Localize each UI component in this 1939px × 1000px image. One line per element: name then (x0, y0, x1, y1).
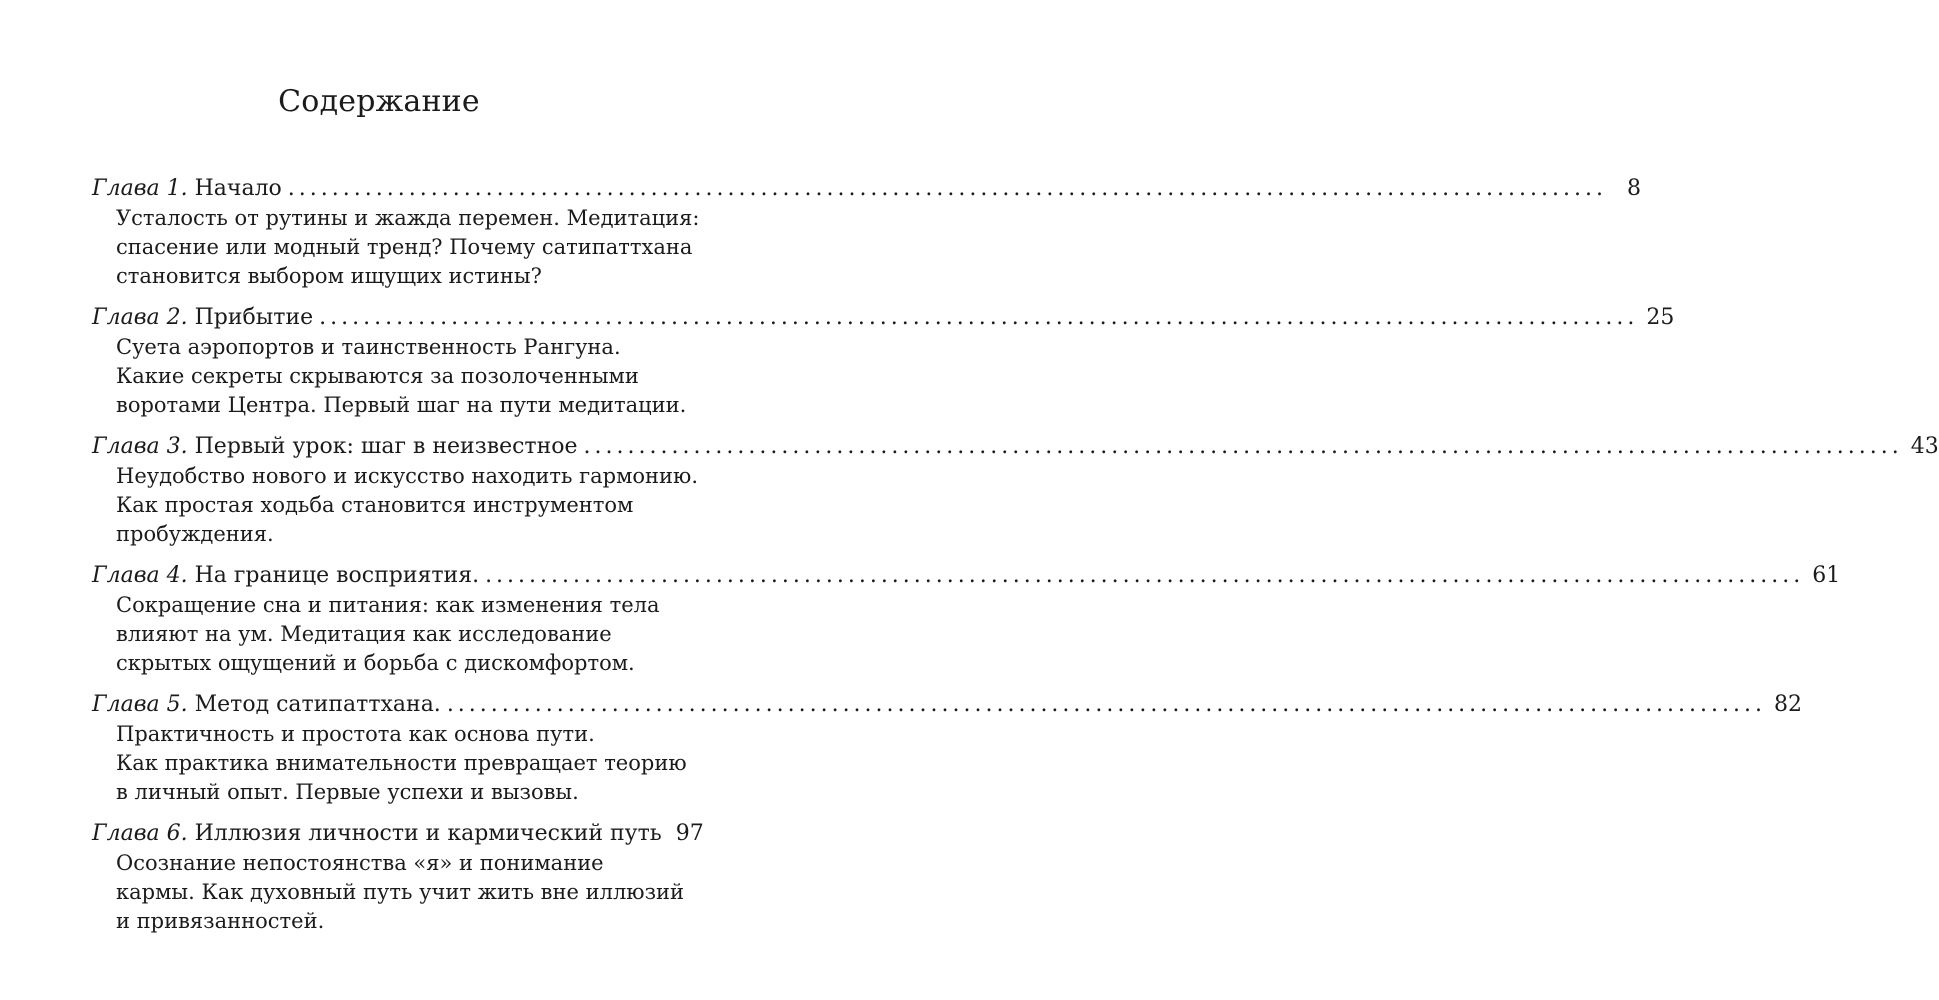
toc-entry-heading (92, 561, 1841, 591)
dot-leader: ........................................................................................................................ (583, 434, 1903, 459)
page-number: 25 (1646, 305, 1675, 330)
page-number: 43 (1910, 434, 1939, 459)
description-line: кармы. Как духовный путь учит жить вне иллюзий (116, 880, 685, 904)
description-line: воротами Центра. Первый шаг на пути медитации. (116, 393, 687, 417)
toc-entry-5 (92, 690, 1802, 807)
chapter-label: Глава 6. (92, 821, 188, 846)
description-line: Как практика внимательности превращает теорию (116, 751, 687, 775)
chapter-description (116, 849, 685, 936)
dot-leader: ........................................................................................................................ (287, 176, 1607, 201)
chapter-title: Иллюзия личности и кармический путь (194, 821, 662, 846)
description-line: Какие секреты скрываются за позолоченными (116, 364, 639, 388)
chapter-title: На границе восприятия. (194, 563, 480, 588)
toc-entry-heading (92, 174, 1641, 204)
chapter-title: Метод сатипаттхана. (194, 692, 441, 717)
description-line: становится выбором ищущих истины? (116, 264, 542, 288)
chapter-label: Глава 5. (92, 692, 188, 717)
chapter-label: Глава 2. (92, 305, 188, 330)
description-line: Как простая ходьба становится инструментом (116, 493, 634, 517)
dot-leader: ........................................................................................................................ (319, 305, 1639, 330)
page-number: 97 (675, 821, 704, 846)
description-line: влияют на ум. Медитация как исследование (116, 622, 612, 646)
page-title: Содержание (278, 84, 480, 119)
chapter-label: Глава 4. (92, 563, 188, 588)
description-line: пробуждения. (116, 522, 274, 546)
page-number: 61 (1812, 563, 1841, 588)
toc-entry-6 (92, 819, 704, 936)
toc-entry-heading (92, 432, 1939, 462)
toc-entry-4 (92, 561, 1841, 678)
chapter-label: Глава 3. (92, 434, 188, 459)
chapter-title: Первый урок: шаг в неизвестное (194, 434, 578, 459)
description-line: спасение или модный тренд? Почему сатипаттхана (116, 235, 693, 259)
description-line: в личный опыт. Первые успехи и вызовы. (116, 780, 579, 804)
description-line: Сокращение сна и питания: как изменения тела (116, 593, 660, 617)
chapter-label: Глава 1. (92, 176, 188, 201)
toc-entry-3 (92, 432, 1939, 549)
dot-leader: ........................................................................................................................ (485, 563, 1805, 588)
chapter-description (116, 720, 687, 807)
toc-entry-heading (92, 819, 704, 849)
chapter-description (116, 591, 666, 678)
page-number: 8 (1626, 176, 1641, 201)
description-line: Суета аэропортов и таинственность Рангуна. (116, 335, 621, 359)
toc-entry-2 (92, 303, 1675, 420)
description-line: Практичность и простота как основа пути. (116, 722, 595, 746)
page-number: 82 (1774, 692, 1802, 717)
table-of-contents (92, 174, 1939, 948)
description-line: Усталость от рутины и жажда перемен. Медитация: (116, 206, 700, 230)
chapter-title: Начало (194, 176, 282, 201)
description-line: и привязанностей. (116, 909, 325, 933)
chapter-description (116, 333, 687, 420)
toc-entry-1 (92, 174, 1641, 291)
toc-entry-heading (92, 303, 1675, 333)
chapter-description (116, 462, 699, 549)
description-line: Осознание непостоянства «я» и понимание (116, 851, 604, 875)
description-line: Неудобство нового и искусство находить гармонию. (116, 464, 699, 488)
toc-entry-heading (92, 690, 1802, 720)
description-line: скрытых ощущений и борьба с дискомфортом. (116, 651, 635, 675)
dot-leader: ........................................................................................................................ (446, 692, 1766, 717)
chapter-description (116, 204, 700, 291)
chapter-title: Прибытие (194, 305, 314, 330)
